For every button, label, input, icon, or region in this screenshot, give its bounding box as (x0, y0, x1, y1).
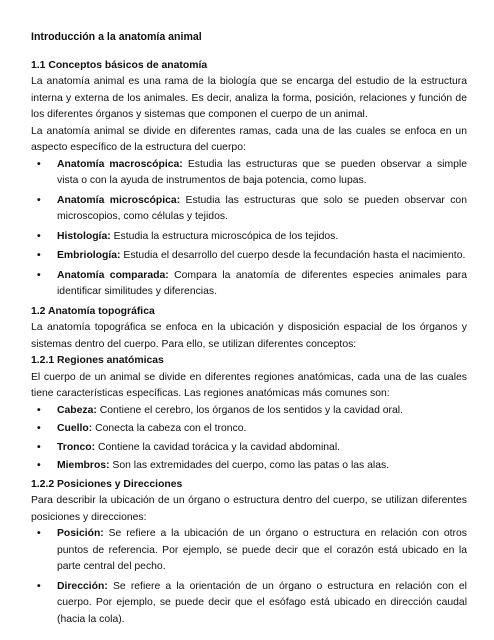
list-item-term: Miembros: (57, 460, 110, 471)
bullet-icon: • (37, 580, 41, 592)
list-item-term: Anatomía comparada: (57, 269, 169, 281)
list-item-term: Cabeza: (57, 404, 97, 416)
list-item-text: Compara la anatomía de diferentes especies animales para identificar similitudes y diferencias. (57, 269, 467, 297)
paragraph-1-2-2: Para describir la ubicación de un órgano o estructura dentro del cuerpo, se utilizan diferentes posiciones y direcciones: (31, 495, 467, 523)
list-item (31, 440, 467, 457)
list-regions (31, 403, 467, 475)
list-item-text: Son las extremidades del cuerpo, como las patas o las alas. (109, 460, 390, 471)
list-item-text: Contiene la cavidad torácica y la cavidad abdominal. (95, 441, 341, 453)
bullet-icon: • (37, 230, 41, 242)
list-item (31, 157, 467, 190)
list-item-term: Dirección: (57, 580, 108, 592)
list-item-term: Anatomía macroscópica: (57, 158, 183, 170)
bullet-icon: • (37, 250, 41, 261)
paragraph-1-2: La anatomía topográfica se enfoca en la ubicación y disposición espacial de los órganos y sistemas dentro del cuerpo. Para ello, se utilizan diferentes conceptos: (31, 322, 467, 350)
list-item (31, 526, 467, 576)
bullet-icon: • (37, 528, 41, 539)
list-item-text: Estudia el desarrollo del cuerpo desde la fecundación hasta el nacimiento. (120, 250, 466, 261)
list-item-term: Embriología: (57, 250, 121, 261)
list-item (31, 421, 467, 438)
bullet-icon: • (37, 158, 41, 170)
section-heading-1-2: 1.2 Anatomía topográfica (31, 305, 155, 317)
list-item-text: Estudia las estructuras que se pueden observar a simple vista o con la ayuda de instrumentos de baja potencia, como lupas. (57, 158, 467, 186)
bullet-icon: • (37, 441, 41, 453)
bullet-icon: • (37, 269, 41, 281)
list-branches (31, 157, 467, 301)
bullet-icon: • (37, 423, 41, 434)
section-heading-1-1: 1.1 Conceptos básicos de anatomía (31, 59, 208, 71)
paragraph-1-1-b: La anatomía animal se divide en diferentes ramas, cada una de las cuales se enfoca en un aspecto específico de la estructura del cuerpo: (31, 125, 467, 153)
list-item (31, 248, 467, 265)
list-item-term: Posición: (57, 528, 104, 539)
list-positions (31, 526, 467, 628)
list-item-text: Se refiere a la ubicación de un órgano o estructura en relación con otros puntos de referencia. Por ejemplo, se puede decir que el corazón está ubicado en la parte central del pecho. (57, 528, 467, 572)
list-item (31, 229, 467, 246)
bullet-icon: • (37, 404, 41, 416)
section-heading-1-2-1: 1.2.1 Regiones anatómicas (31, 355, 164, 366)
paragraph-1-1-a: La anatomía animal es una rama de la biología que se encarga del estudio de la estructura interna y externa de los animales. Es decir, analiza la forma, posición, relaciones y función de los diferentes órganos y sistemas que componen el cuerpo de un animal. (31, 76, 467, 120)
list-item-term: Histología: (57, 230, 111, 242)
paragraph-1-2-1: El cuerpo de un animal se divide en diferentes regiones anatómicas, cada una de las cuales tiene características específicas. Las regiones anatómicas más comunes son: (31, 371, 467, 399)
list-item-text: Contiene el cerebro, los órganos de los sentidos y la cavidad oral. (96, 404, 403, 416)
list-item-term: Cuello: (57, 423, 93, 434)
list-item (31, 268, 467, 301)
list-item (31, 458, 467, 475)
list-item-term: Tronco: (57, 441, 96, 453)
section-heading-1-2-2: 1.2.2 Posiciones y Direcciones (31, 478, 183, 490)
list-item-text: Estudia las estructuras que solo se pueden observar con microscopios, como células y tejidos. (57, 194, 467, 222)
list-item-text: Se refiere a la orientación de un órgano o estructura en relación con el cuerpo. Por ejemplo, se puede decir que el esófago está ubicado en dirección caudal (hacia la cola). (57, 580, 467, 625)
document-page (31, 29, 467, 631)
list-item-term: Anatomía microscópica: (57, 194, 181, 206)
document-title: Introducción a la anatomía animal (31, 31, 202, 43)
list-item-text: Conecta la cabeza con el tronco. (92, 423, 247, 434)
list-item (31, 579, 467, 629)
bullet-icon: • (37, 460, 41, 471)
bullet-icon: • (37, 194, 41, 206)
list-item (31, 403, 467, 420)
list-item-text: Estudia la estructura microscópica de los tejidos. (110, 230, 339, 242)
list-item (31, 193, 467, 226)
